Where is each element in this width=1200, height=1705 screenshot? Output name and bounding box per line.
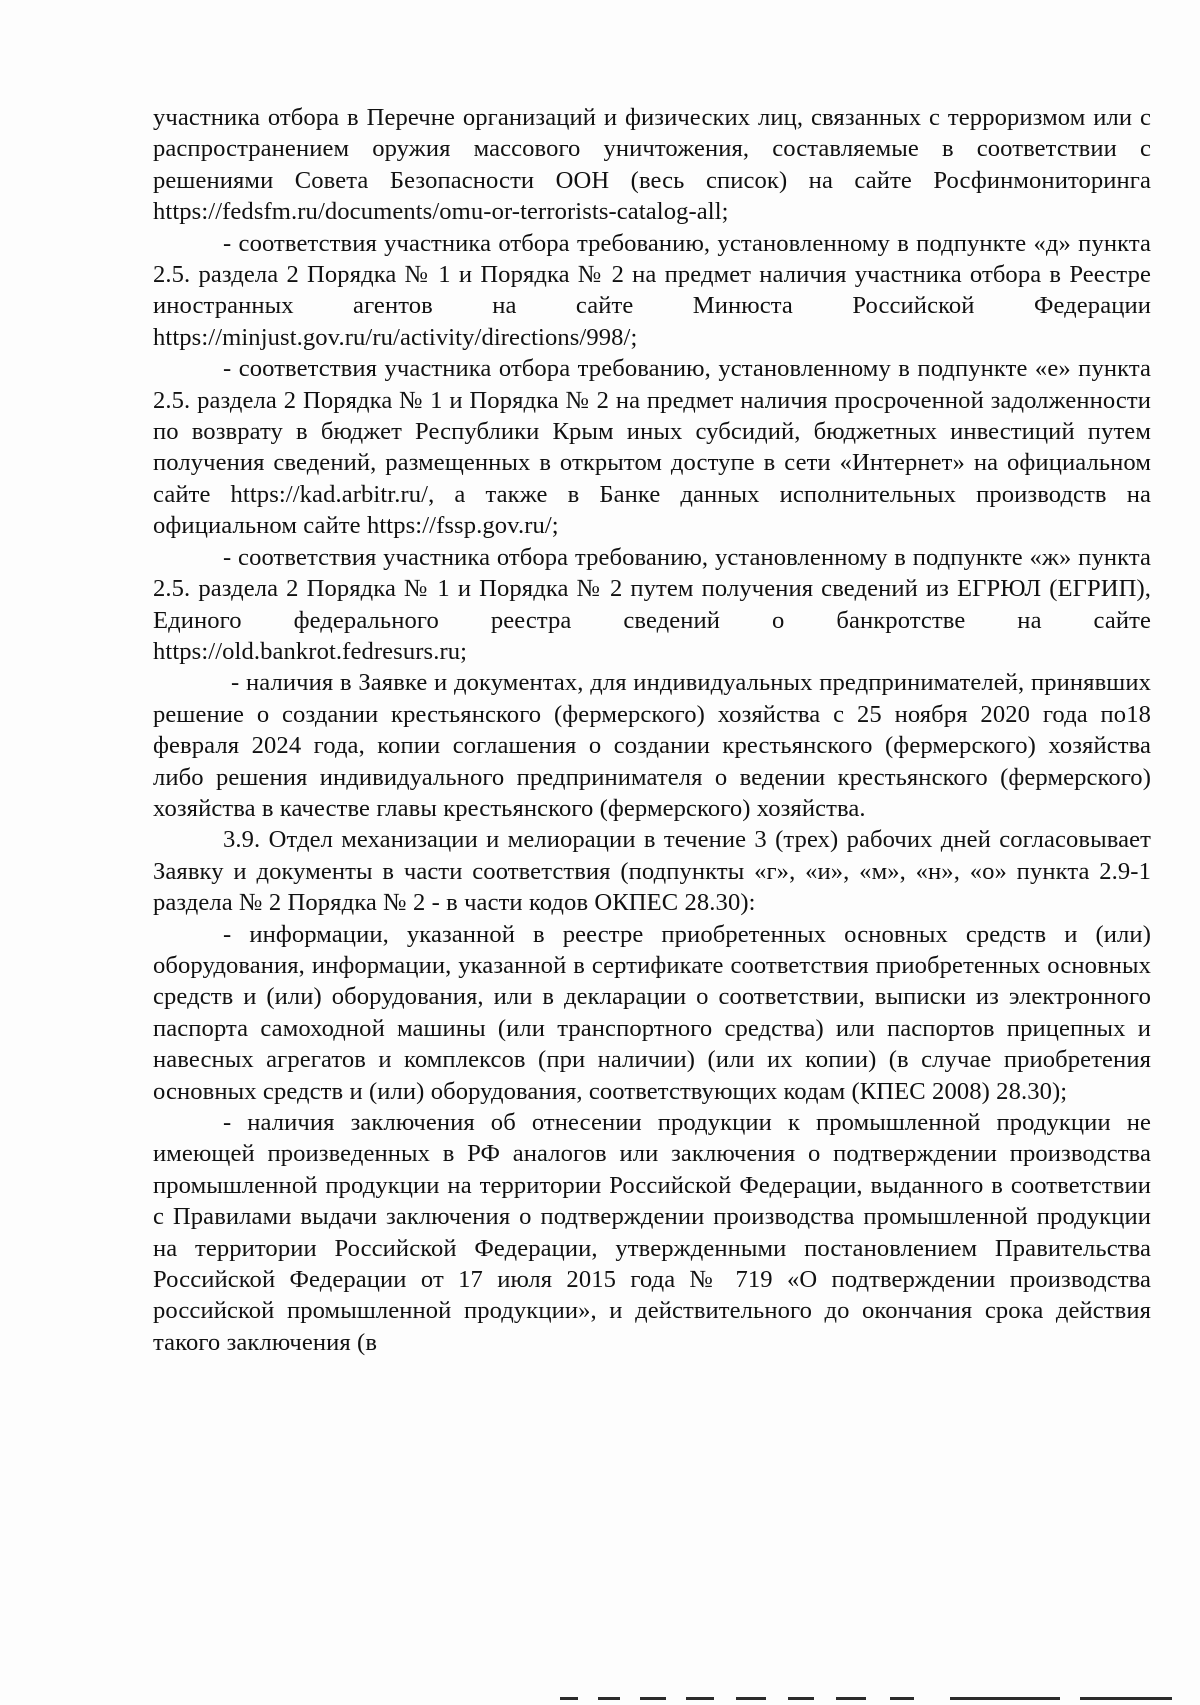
scan-edge-marks bbox=[560, 1694, 1180, 1705]
paragraph-bankruptcy: - соответствия участника отбора требованию, установленному в подпункте «ж» пункта 2.5. раздела 2 Порядка № 1 и Порядка № 2 путем получения сведений из ЕГРЮЛ (ЕГРИП), Единого федерального реестра сведений о банкротстве на сайте https://old.bankrot.fedresurs.ru; bbox=[153, 543, 1151, 665]
paragraph-industrial-conclusion: - наличия заключения об отнесении продукции к промышленной продукции не имеющей произведенных в РФ аналогов или заключения о подтверждении производства промышленной продукции на территории Российской Федерации, выданного в соответствии с Правилами выдачи заключения о подтверждении производства промышленной продукции на территории Российской Федерации, утвержденными постановлением Правительства Российской Федерации от 17 июля 2015 года № 719 «О подтверждении производства российской промышленной продукции», и действительного до окончания срока действия такого заключения (в bbox=[153, 1109, 1151, 1356]
paragraph-farm-agreement: - наличия в Заявке и документах, для индивидуальных предпринимателей, принявших решение о создании крестьянского (фермерского) хозяйства с 25 ноября 2020 года по18 февраля 2024 года, копии соглашения о создании крестьянского (фермерского) хозяйства либо решения индивидуального предпринимателя о ведении крестьянского (фермерского) хозяйства в качестве главы крестьянского (фермерского) хозяйства. bbox=[153, 669, 1151, 822]
paragraph-section-3-9: 3.9. Отдел механизации и мелиорации в течение 3 (трех) рабочих дней согласовывает Заявку и документы в части соответствия (подпункты «г», «и», «м», «н», «о» пункта 2.9-1 раздела № 2 Порядка № 2 - в части кодов ОКПЕС 28.30): bbox=[153, 826, 1151, 917]
paragraph-equipment-info: - информации, указанной в реестре приобретенных основных средств и (или) оборудования, информации, указанной в сертификате соответствия приобретенных основных средств и (или) оборудования, или в декларации о соответствии, выписки из электронного паспорта самоходной машины (или транспортного средства) или паспортов прицепных и навесных агрегатов и комплексов (при наличии) (или их копии) (в случае приобретения основных средств и (или) оборудования, соответствующих кодам (КПЕС 2008) 28.30); bbox=[153, 920, 1151, 1105]
document-body bbox=[153, 102, 1151, 1358]
paragraph-terrorism-list: участника отбора в Перечне организаций и физических лиц, связанных с терроризмом или с распространением оружия массового уничтожения, составляемые в соответствии с решениями Совета Безопасности ООН (весь список) на сайте Росфинмониторинга https://fedsfm.ru/documents/omu-or-terrorists-catalog-all; bbox=[153, 104, 1151, 226]
paragraph-overdue-debt: - соответствия участника отбора требованию, установленному в подпункте «е» пункта 2.5. раздела 2 Порядка № 1 и Порядка № 2 на предмет наличия просроченной задолженности по возврату в бюджет Республики Крым иных субсидий, бюджетных инвестиций путем получения сведений, размещенных в открытом доступе в сети «Интернет» на официальном сайте https://kad.arbitr.ru/, а также в Банке данных исполнительных производств на официальном сайте https://fssp.gov.ru/; bbox=[153, 355, 1151, 540]
paragraph-foreign-agents: - соответствия участника отбора требованию, установленному в подпункте «д» пункта 2.5. раздела 2 Порядка № 1 и Порядка № 2 на предмет наличия участника отбора в Реестре иностранных агентов на сайте Минюста Российской Федерации https://minjust.gov.ru/ru/activity/directions/998/; bbox=[153, 229, 1151, 351]
